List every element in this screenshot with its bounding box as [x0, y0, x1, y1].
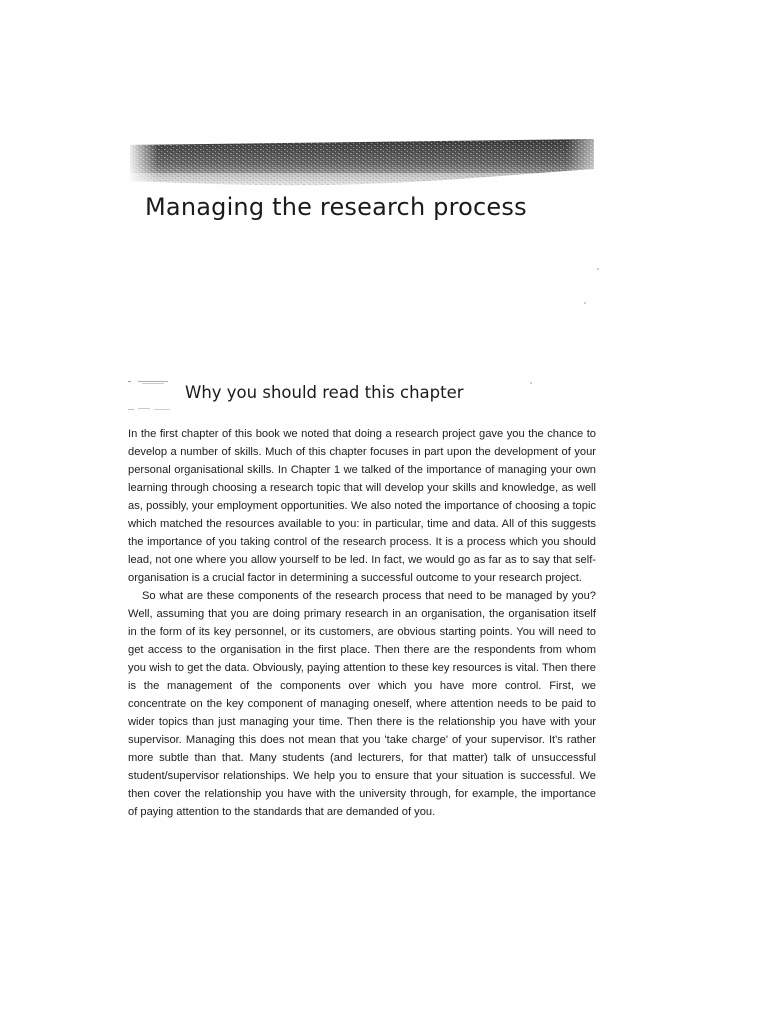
scan-speck — [584, 302, 586, 304]
chapter-title: Managing the research process — [145, 193, 527, 221]
scan-speck — [597, 268, 599, 270]
body-paragraph: So what are these components of the research process that need to be managed by you? Well, assuming that you are doing primary research in an organisation, the organisation itself in the form of its key personnel, or its customers, are obvious starting points. You will need to get access to the organisation in the first place. Then there are the respondents from whom you wish to get the data. Obviously, paying attention to these key resources is vital. Then there is the management of the components over which you have more control. First, we concentrate on the key component of managing oneself, where attention needs to be paid to wider topics than just managing your time. Then there is the relationship you have with your supervisor. Managing this does not mean that you 'take charge' of your supervisor. It's rather more subtle than that. Many students (and lecturers, for that matter) talk of unsuccessful student/supervisor relationships. We help you to ensure that your situation is successful. We then cover the relationship you have with the university through, for example, the importance of paying attention to the standards that are demanded of you. — [128, 590, 596, 818]
section-marker-graphic — [128, 379, 178, 413]
section-heading: Why you should read this chapter — [185, 383, 464, 402]
chapter-banner-graphic — [128, 137, 594, 187]
scan-speck — [530, 382, 532, 384]
chapter-body — [128, 425, 596, 821]
body-paragraph: In the first chapter of this book we noted that doing a research project gave you the chance to develop a number of skills. Much of this chapter focuses in part upon the development of your personal organisational skills. In Chapter 1 we talked of the importance of managing your own learning through choosing a research topic that will develop your skills and knowledge, as well as, possibly, your employment opportunities. We also noted the importance of choosing a topic which matched the resources available to you: in particular, time and data. All of this suggests the importance of you taking control of the research process. It is a process which you should lead, not one where you allow yourself to be led. In fact, we would go as far as to say that self-organisation is a crucial factor in determining a successful outcome to your research project. — [128, 428, 596, 584]
